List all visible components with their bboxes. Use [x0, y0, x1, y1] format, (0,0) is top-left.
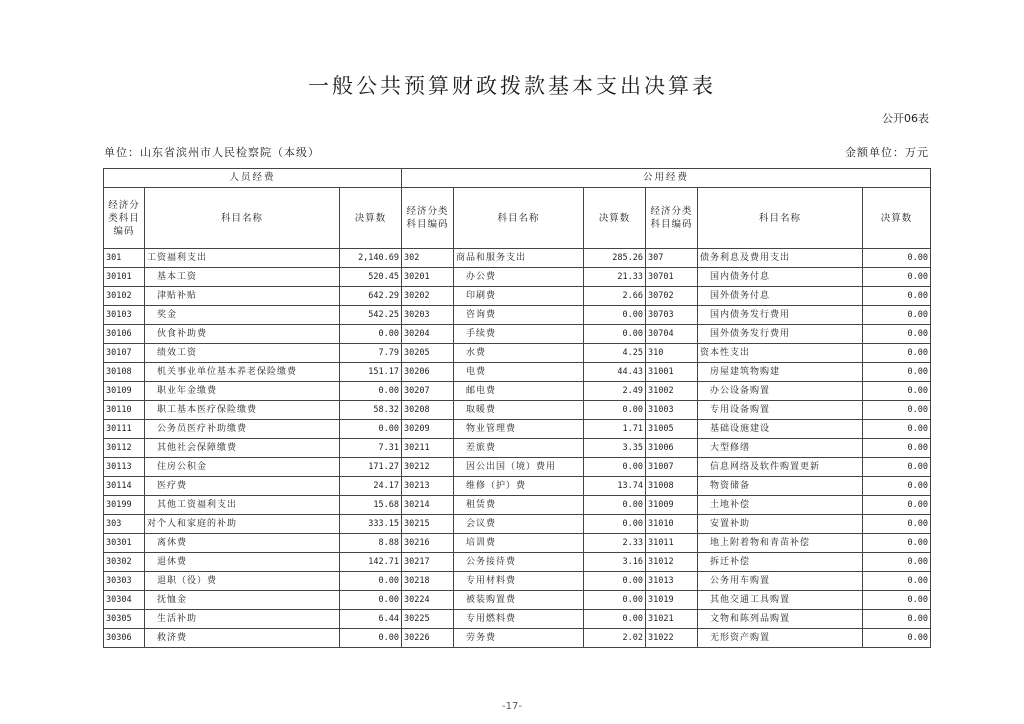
code-cell: 30303 — [104, 572, 145, 591]
amount-cell: 2.66 — [584, 287, 646, 306]
amount-cell: 13.74 — [584, 477, 646, 496]
amount-cell: 0.00 — [863, 325, 931, 344]
amount-cell: 0.00 — [863, 306, 931, 325]
amount-cell: 0.00 — [584, 306, 646, 325]
amount-cell: 0.00 — [584, 496, 646, 515]
code-cell: 30212 — [402, 458, 454, 477]
table-row — [104, 268, 931, 287]
name-cell: 机关事业单位基本养老保险缴费 — [145, 363, 340, 382]
name-cell: 办公设备购置 — [698, 382, 863, 401]
amount-cell: 333.15 — [340, 515, 402, 534]
amount-cell: 0.00 — [863, 382, 931, 401]
name-cell: 印刷费 — [454, 287, 584, 306]
table-row — [104, 591, 931, 610]
amount-cell: 0.00 — [863, 287, 931, 306]
code-cell: 30206 — [402, 363, 454, 382]
name-cell: 退职（役）费 — [145, 572, 340, 591]
name-cell: 信息网络及软件购置更新 — [698, 458, 863, 477]
name-cell: 国外债务付息 — [698, 287, 863, 306]
code-cell: 30111 — [104, 420, 145, 439]
name-cell: 国内债务发行费用 — [698, 306, 863, 325]
code-cell: 30114 — [104, 477, 145, 496]
name-cell: 租赁费 — [454, 496, 584, 515]
name-cell: 国外债务发行费用 — [698, 325, 863, 344]
amount-cell: 142.71 — [340, 553, 402, 572]
table-row — [104, 572, 931, 591]
code-cell: 31010 — [646, 515, 698, 534]
code-cell: 31021 — [646, 610, 698, 629]
name-cell: 咨询费 — [454, 306, 584, 325]
code-cell: 30208 — [402, 401, 454, 420]
col-header-code: 经济分类科目编码 — [402, 188, 454, 249]
amount-cell: 0.00 — [340, 629, 402, 648]
table-row — [104, 287, 931, 306]
name-cell: 职业年金缴费 — [145, 382, 340, 401]
amount-cell: 171.27 — [340, 458, 402, 477]
name-cell: 大型修缮 — [698, 439, 863, 458]
code-cell: 30217 — [402, 553, 454, 572]
code-cell: 30103 — [104, 306, 145, 325]
amount-cell: 44.43 — [584, 363, 646, 382]
code-cell: 31011 — [646, 534, 698, 553]
amount-cell: 0.00 — [863, 344, 931, 363]
name-cell: 手续费 — [454, 325, 584, 344]
code-cell: 303 — [104, 515, 145, 534]
page-number: -17- — [502, 701, 522, 712]
table-row — [104, 401, 931, 420]
table-row — [104, 534, 931, 553]
code-cell: 30110 — [104, 401, 145, 420]
amount-cell: 0.00 — [584, 610, 646, 629]
name-cell: 国内债务付息 — [698, 268, 863, 287]
name-cell: 奖金 — [145, 306, 340, 325]
code-cell: 30218 — [402, 572, 454, 591]
amount-cell: 0.00 — [863, 439, 931, 458]
table-row — [104, 477, 931, 496]
name-cell: 退休费 — [145, 553, 340, 572]
col-header-name: 科目名称 — [698, 188, 863, 249]
amount-cell: 0.00 — [340, 572, 402, 591]
table-row — [104, 249, 931, 268]
code-cell: 30201 — [402, 268, 454, 287]
group-header-personnel: 人员经费 — [104, 169, 402, 188]
code-cell: 31019 — [646, 591, 698, 610]
amount-cell: 0.00 — [863, 515, 931, 534]
amount-cell: 0.00 — [863, 420, 931, 439]
amount-cell: 0.00 — [584, 325, 646, 344]
expenditure-table — [103, 168, 931, 648]
name-cell: 医疗费 — [145, 477, 340, 496]
name-cell: 培训费 — [454, 534, 584, 553]
name-cell: 电费 — [454, 363, 584, 382]
name-cell: 其他工资福利支出 — [145, 496, 340, 515]
amount-cell: 0.00 — [863, 553, 931, 572]
amount-cell: 0.00 — [863, 629, 931, 648]
name-cell: 土地补偿 — [698, 496, 863, 515]
amount-cell: 0.00 — [863, 401, 931, 420]
code-cell: 31001 — [646, 363, 698, 382]
table-row — [104, 344, 931, 363]
amount-cell: 0.00 — [340, 382, 402, 401]
code-cell: 30702 — [646, 287, 698, 306]
amount-cell: 0.00 — [340, 591, 402, 610]
name-cell: 房屋建筑物购建 — [698, 363, 863, 382]
code-cell: 310 — [646, 344, 698, 363]
code-cell: 30106 — [104, 325, 145, 344]
table-row — [104, 553, 931, 572]
code-cell: 31022 — [646, 629, 698, 648]
amount-cell: 24.17 — [340, 477, 402, 496]
amount-cell: 0.00 — [584, 515, 646, 534]
table-row — [104, 439, 931, 458]
code-cell: 30203 — [402, 306, 454, 325]
code-cell: 30102 — [104, 287, 145, 306]
code-cell: 31006 — [646, 439, 698, 458]
amount-cell: 0.00 — [863, 496, 931, 515]
amount-cell: 0.00 — [584, 458, 646, 477]
name-cell: 公务接待费 — [454, 553, 584, 572]
code-cell: 30202 — [402, 287, 454, 306]
name-cell: 生活补助 — [145, 610, 340, 629]
name-cell: 维修（护）费 — [454, 477, 584, 496]
amount-cell: 542.25 — [340, 306, 402, 325]
group-header-public: 公用经费 — [402, 169, 931, 188]
amount-cell: 1.71 — [584, 420, 646, 439]
name-cell: 水费 — [454, 344, 584, 363]
name-cell: 职工基本医疗保险缴费 — [145, 401, 340, 420]
amount-cell: 2,140.69 — [340, 249, 402, 268]
name-cell: 文物和陈列品购置 — [698, 610, 863, 629]
code-cell: 31005 — [646, 420, 698, 439]
code-cell: 30108 — [104, 363, 145, 382]
code-cell: 30226 — [402, 629, 454, 648]
col-header-name: 科目名称 — [454, 188, 584, 249]
code-cell: 31008 — [646, 477, 698, 496]
amount-cell: 58.32 — [340, 401, 402, 420]
name-cell: 离休费 — [145, 534, 340, 553]
col-header-amount: 决算数 — [863, 188, 931, 249]
table-row — [104, 325, 931, 344]
amount-cell: 3.35 — [584, 439, 646, 458]
amount-cell: 151.17 — [340, 363, 402, 382]
code-cell: 31002 — [646, 382, 698, 401]
code-cell: 30304 — [104, 591, 145, 610]
amount-cell: 6.44 — [340, 610, 402, 629]
amount-cell: 0.00 — [863, 268, 931, 287]
code-cell: 30215 — [402, 515, 454, 534]
code-cell: 30301 — [104, 534, 145, 553]
code-cell: 30109 — [104, 382, 145, 401]
name-cell: 救济费 — [145, 629, 340, 648]
code-cell: 30205 — [402, 344, 454, 363]
amount-cell: 2.49 — [584, 382, 646, 401]
amount-cell: 0.00 — [863, 610, 931, 629]
code-cell: 30214 — [402, 496, 454, 515]
code-cell: 30225 — [402, 610, 454, 629]
name-cell: 会议费 — [454, 515, 584, 534]
name-cell: 专用燃料费 — [454, 610, 584, 629]
name-cell: 基本工资 — [145, 268, 340, 287]
code-cell: 301 — [104, 249, 145, 268]
name-cell: 办公费 — [454, 268, 584, 287]
name-cell: 无形资产购置 — [698, 629, 863, 648]
name-cell: 地上附着物和青苗补偿 — [698, 534, 863, 553]
name-cell: 物资储备 — [698, 477, 863, 496]
table-row — [104, 420, 931, 439]
code-cell: 30211 — [402, 439, 454, 458]
amount-cell: 2.02 — [584, 629, 646, 648]
code-cell: 31012 — [646, 553, 698, 572]
name-cell: 住房公积金 — [145, 458, 340, 477]
amount-cell: 0.00 — [863, 572, 931, 591]
name-cell: 公务员医疗补助缴费 — [145, 420, 340, 439]
amount-cell: 0.00 — [340, 420, 402, 439]
code-cell: 30101 — [104, 268, 145, 287]
name-cell: 劳务费 — [454, 629, 584, 648]
unit-label: 单位：山东省滨州市人民检察院（本级） — [104, 146, 320, 159]
code-cell: 30701 — [646, 268, 698, 287]
code-cell: 30113 — [104, 458, 145, 477]
amount-cell: 4.25 — [584, 344, 646, 363]
col-header-code: 经济分类科目编码 — [646, 188, 698, 249]
col-header-name: 科目名称 — [145, 188, 340, 249]
code-cell: 30704 — [646, 325, 698, 344]
name-cell: 专用设备购置 — [698, 401, 863, 420]
name-cell: 邮电费 — [454, 382, 584, 401]
amount-cell: 0.00 — [863, 477, 931, 496]
name-cell: 伙食补助费 — [145, 325, 340, 344]
amount-cell: 285.26 — [584, 249, 646, 268]
code-cell: 31013 — [646, 572, 698, 591]
name-cell: 因公出国（境）费用 — [454, 458, 584, 477]
code-cell: 30107 — [104, 344, 145, 363]
name-cell: 专用材料费 — [454, 572, 584, 591]
amount-cell: 642.29 — [340, 287, 402, 306]
code-cell: 30224 — [402, 591, 454, 610]
name-cell: 资本性支出 — [698, 344, 863, 363]
code-cell: 31009 — [646, 496, 698, 515]
amount-cell: 520.45 — [340, 268, 402, 287]
code-cell: 30204 — [402, 325, 454, 344]
amount-cell: 0.00 — [584, 401, 646, 420]
amount-cell: 2.33 — [584, 534, 646, 553]
table-row — [104, 515, 931, 534]
money-unit-label: 金额单位：万元 — [845, 146, 929, 159]
amount-cell: 0.00 — [863, 363, 931, 382]
code-cell: 30305 — [104, 610, 145, 629]
table-row — [104, 610, 931, 629]
name-cell: 公务用车购置 — [698, 572, 863, 591]
name-cell: 其他社会保障缴费 — [145, 439, 340, 458]
amount-cell: 0.00 — [340, 325, 402, 344]
code-cell: 302 — [402, 249, 454, 268]
amount-cell: 8.88 — [340, 534, 402, 553]
name-cell: 津贴补贴 — [145, 287, 340, 306]
name-cell: 债务利息及费用支出 — [698, 249, 863, 268]
name-cell: 差旅费 — [454, 439, 584, 458]
code-cell: 31007 — [646, 458, 698, 477]
amount-cell: 7.79 — [340, 344, 402, 363]
table-row — [104, 496, 931, 515]
table-row — [104, 458, 931, 477]
code-cell: 30207 — [402, 382, 454, 401]
table-row — [104, 306, 931, 325]
amount-cell: 0.00 — [863, 534, 931, 553]
amount-cell: 3.16 — [584, 553, 646, 572]
col-header-code: 经济分类科目编码 — [104, 188, 145, 249]
code-cell: 30216 — [402, 534, 454, 553]
code-cell: 30209 — [402, 420, 454, 439]
name-cell: 对个人和家庭的补助 — [145, 515, 340, 534]
code-cell: 30199 — [104, 496, 145, 515]
code-cell: 30112 — [104, 439, 145, 458]
col-header-amount: 决算数 — [584, 188, 646, 249]
amount-cell: 0.00 — [863, 249, 931, 268]
table-row — [104, 363, 931, 382]
amount-cell: 0.00 — [584, 572, 646, 591]
name-cell: 绩效工资 — [145, 344, 340, 363]
amount-cell: 7.31 — [340, 439, 402, 458]
amount-cell: 0.00 — [584, 591, 646, 610]
code-cell: 307 — [646, 249, 698, 268]
name-cell: 工资福利支出 — [145, 249, 340, 268]
name-cell: 商品和服务支出 — [454, 249, 584, 268]
name-cell: 拆迁补偿 — [698, 553, 863, 572]
code-cell: 30213 — [402, 477, 454, 496]
code-cell: 30302 — [104, 553, 145, 572]
table-row — [104, 629, 931, 648]
code-cell: 31003 — [646, 401, 698, 420]
name-cell: 取暖费 — [454, 401, 584, 420]
name-cell: 其他交通工具购置 — [698, 591, 863, 610]
name-cell: 被装购置费 — [454, 591, 584, 610]
name-cell: 基础设施建设 — [698, 420, 863, 439]
page-title: 一般公共预算财政拨款基本支出决算表 — [308, 74, 716, 98]
col-header-amount: 决算数 — [340, 188, 402, 249]
amount-cell: 0.00 — [863, 458, 931, 477]
form-number: 公开06表 — [882, 112, 929, 125]
name-cell: 安置补助 — [698, 515, 863, 534]
code-cell: 30703 — [646, 306, 698, 325]
table-row — [104, 382, 931, 401]
name-cell: 物业管理费 — [454, 420, 584, 439]
code-cell: 30306 — [104, 629, 145, 648]
amount-cell: 15.68 — [340, 496, 402, 515]
amount-cell: 0.00 — [863, 591, 931, 610]
name-cell: 抚恤金 — [145, 591, 340, 610]
amount-cell: 21.33 — [584, 268, 646, 287]
